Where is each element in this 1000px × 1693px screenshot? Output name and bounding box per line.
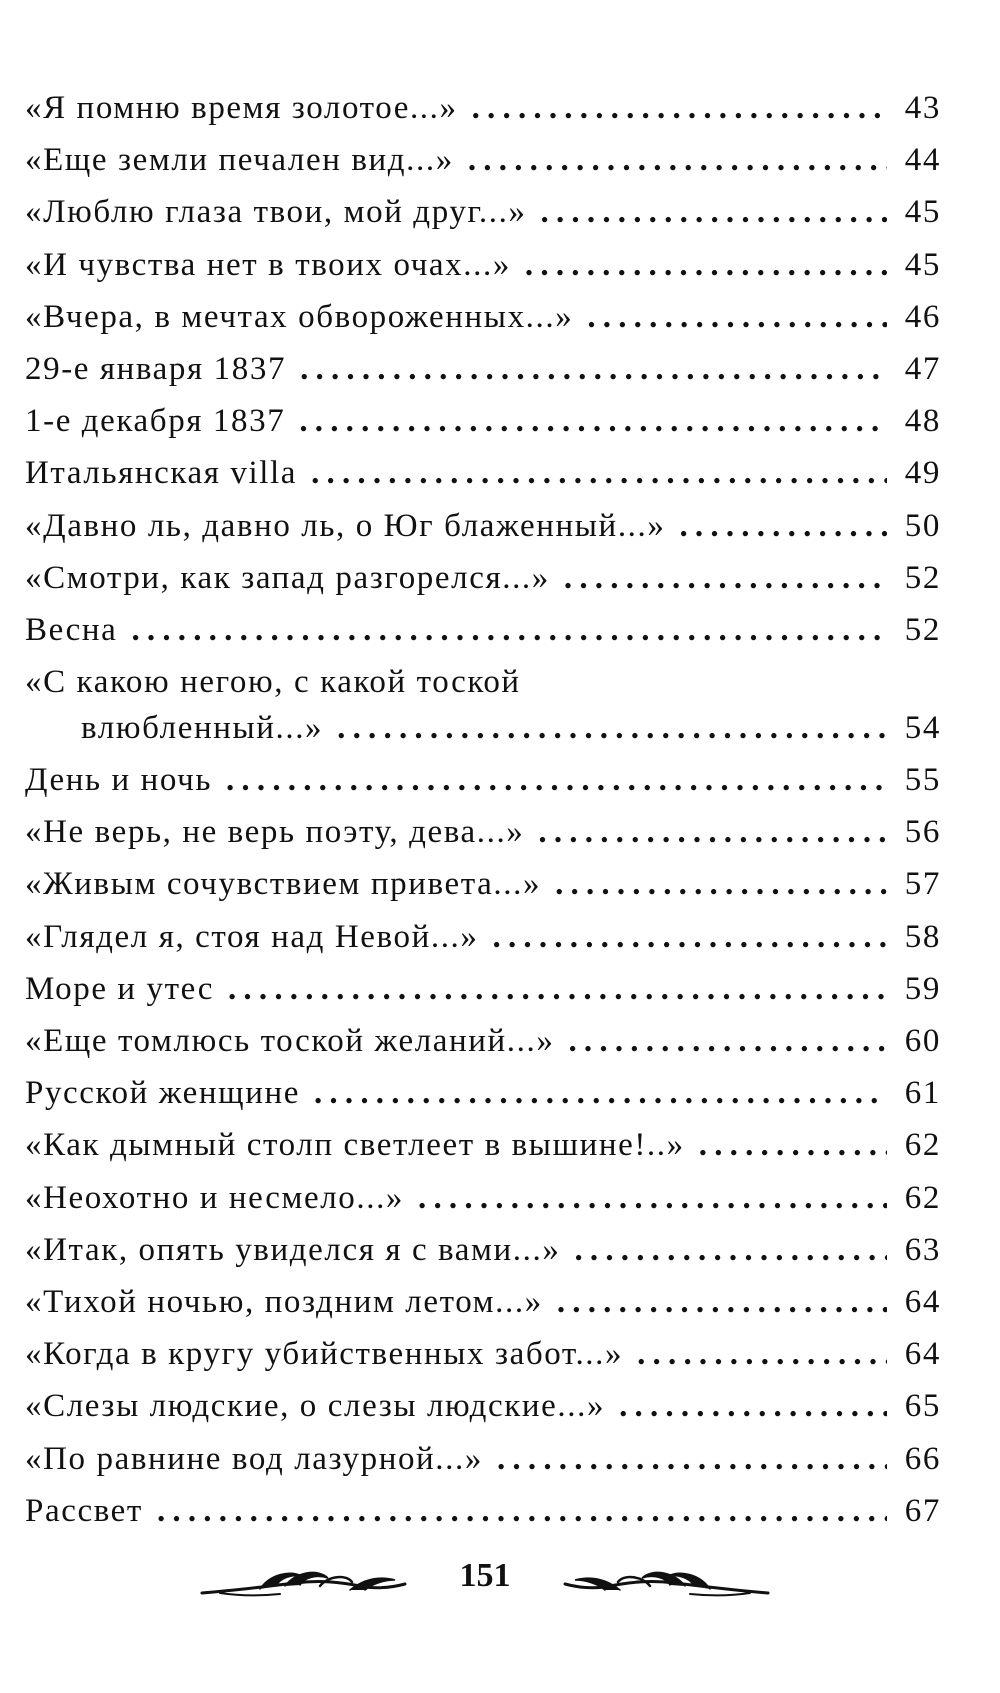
toc-entry-page: 54 <box>904 710 941 747</box>
toc-entry-page: 45 <box>904 246 941 283</box>
dot-leader <box>468 144 887 177</box>
toc-entry-page: 55 <box>904 762 941 799</box>
dot-leader <box>493 921 887 954</box>
toc-entry <box>25 1338 941 1390</box>
toc-entry-title: «Люблю глаза твои, мой друг...» <box>25 194 527 231</box>
dot-leader <box>228 973 887 1006</box>
dot-leader <box>538 816 887 849</box>
toc-entry <box>25 1440 941 1495</box>
toc-entry <box>25 1179 941 1234</box>
dot-leader <box>418 1182 887 1215</box>
toc-entry-page: 52 <box>904 559 941 596</box>
toc-entry-title: Весна <box>25 611 118 648</box>
toc-entry-page: 58 <box>904 918 941 955</box>
toc-entry <box>25 1492 941 1547</box>
toc-entry-title: День и ночь <box>25 762 212 799</box>
toc-entry <box>25 559 941 614</box>
toc-entry-title: 1-е декабря 1837 <box>25 403 286 440</box>
page-footer <box>200 1556 770 1600</box>
toc-entry-title: Русской женщине <box>25 1075 300 1112</box>
toc-entry-page: 61 <box>904 1075 941 1112</box>
toc-entry <box>25 92 941 144</box>
toc-entry <box>25 1390 941 1442</box>
toc-entry <box>25 868 941 920</box>
toc-entry-title-continuation: влюбленный...» <box>81 710 324 747</box>
dot-leader <box>555 868 887 901</box>
toc-entry <box>25 144 941 196</box>
toc-entry-page: 63 <box>904 1231 941 1268</box>
dot-leader <box>541 196 887 229</box>
toc-entry-page: 44 <box>904 142 941 179</box>
toc-entry-page: 64 <box>904 1336 941 1373</box>
dot-leader <box>314 1077 887 1110</box>
dot-leader <box>337 712 887 745</box>
toc-entry-title: «Смотри, как запад разгорелся...» <box>25 559 550 596</box>
toc-entry-title: «Когда в кругу убийственных забот...» <box>25 1336 624 1373</box>
toc-entry-page: 52 <box>904 611 941 648</box>
toc-entry-page: 60 <box>904 1023 941 1059</box>
toc-entry-title: Итальянская villa <box>25 455 298 492</box>
toc-entry <box>25 457 941 509</box>
toc-entry <box>25 918 941 973</box>
toc-entry-title: «Живым сочувствием привета...» <box>25 866 542 903</box>
toc-entry-page: 45 <box>904 194 941 231</box>
toc-entry <box>25 1283 941 1338</box>
dot-leader <box>557 1286 887 1319</box>
toc-entry-title: «Еще томлюсь тоской желаний...» <box>25 1023 555 1059</box>
dot-leader <box>587 301 887 334</box>
toc-entry-title: «Неохотно и несмело...» <box>25 1179 405 1216</box>
toc-entry-title: «Я помню время золотое...» <box>25 90 458 126</box>
toc-entry-title: Море и утес <box>25 970 214 1007</box>
toc-entry-page: 66 <box>904 1440 941 1477</box>
toc-entry-page: 48 <box>904 403 941 440</box>
dot-leader <box>619 1390 887 1423</box>
toc-entry <box>25 1077 941 1129</box>
toc-entry-title: «По равнине вод лазурной...» <box>25 1440 483 1477</box>
toc-entry <box>25 507 941 562</box>
toc-entry-title: «Слезы людские, о слезы людские...» <box>25 1388 606 1425</box>
toc-entry <box>25 196 941 248</box>
toc-entry <box>25 611 941 666</box>
dot-leader <box>497 1443 887 1476</box>
toc-entry-page: 49 <box>904 455 941 492</box>
dot-leader <box>568 1025 887 1058</box>
toc-entry-page: 62 <box>904 1127 941 1164</box>
toc-entry-page: 43 <box>904 90 941 126</box>
toc-entry-page: 65 <box>904 1388 941 1425</box>
dot-leader <box>300 353 887 386</box>
toc-entry-title: «И чувства нет в твоих очах...» <box>25 246 511 283</box>
toc-entry-title: «Еще земли печален вид...» <box>25 142 454 179</box>
toc-entry-title: «Итак, опять увиделся я с вами...» <box>25 1231 561 1268</box>
toc-entry <box>25 764 941 816</box>
toc-entry-title: «Вчера, в мечтах обвороженных...» <box>25 298 574 335</box>
toc-entry-page: 50 <box>904 507 941 544</box>
toc-entry <box>25 1025 941 1077</box>
dot-leader <box>299 405 887 438</box>
toc-entry-page: 64 <box>904 1283 941 1320</box>
toc-entry-title: «С какою негою, с какой тоской <box>25 664 521 701</box>
toc-entry-page: 47 <box>904 350 941 387</box>
dot-leader <box>311 457 887 490</box>
toc-entry <box>25 816 941 868</box>
toc-entry <box>25 350 941 405</box>
dot-leader <box>679 510 887 543</box>
dot-leader <box>637 1338 887 1371</box>
toc-entry-page: 46 <box>904 298 941 335</box>
toc-entry <box>25 970 941 1025</box>
dot-leader <box>699 1129 887 1162</box>
dot-leader <box>472 92 887 125</box>
dot-leader <box>564 562 887 595</box>
toc-entry-title: «Тихой ночью, поздним летом...» <box>25 1283 543 1320</box>
toc-entry-title: «Как дымный столп светлеет в вышине!..» <box>25 1127 685 1164</box>
toc-entry-page: 67 <box>904 1492 941 1529</box>
page-number: 151 <box>459 1557 511 1594</box>
toc-entry-title: 29-е января 1837 <box>25 350 287 387</box>
table-of-contents <box>25 92 941 1547</box>
dot-leader <box>574 1234 887 1267</box>
dot-leader <box>226 764 887 797</box>
toc-entry <box>25 246 941 301</box>
toc-entry-page: 57 <box>904 866 941 903</box>
dot-leader <box>157 1495 887 1528</box>
toc-entry-title: «Давно ль, давно ль, о Юг блаженный...» <box>25 507 666 544</box>
toc-entry <box>25 405 941 457</box>
dot-leader <box>131 614 887 647</box>
toc-entry-title: Рассвет <box>25 1492 143 1529</box>
toc-entry <box>25 1231 941 1286</box>
dot-leader <box>525 249 887 282</box>
toc-entry <box>25 298 941 353</box>
toc-entry-page: 62 <box>904 1179 941 1216</box>
toc-entry <box>25 666 941 764</box>
toc-entry-title: «Не верь, не верь поэту, дева...» <box>25 814 525 851</box>
toc-entry-page: 56 <box>904 814 941 851</box>
toc-entry <box>25 1129 941 1181</box>
toc-entry-title: «Глядел я, стоя над Невой...» <box>25 918 479 955</box>
toc-entry-page: 59 <box>904 970 941 1007</box>
